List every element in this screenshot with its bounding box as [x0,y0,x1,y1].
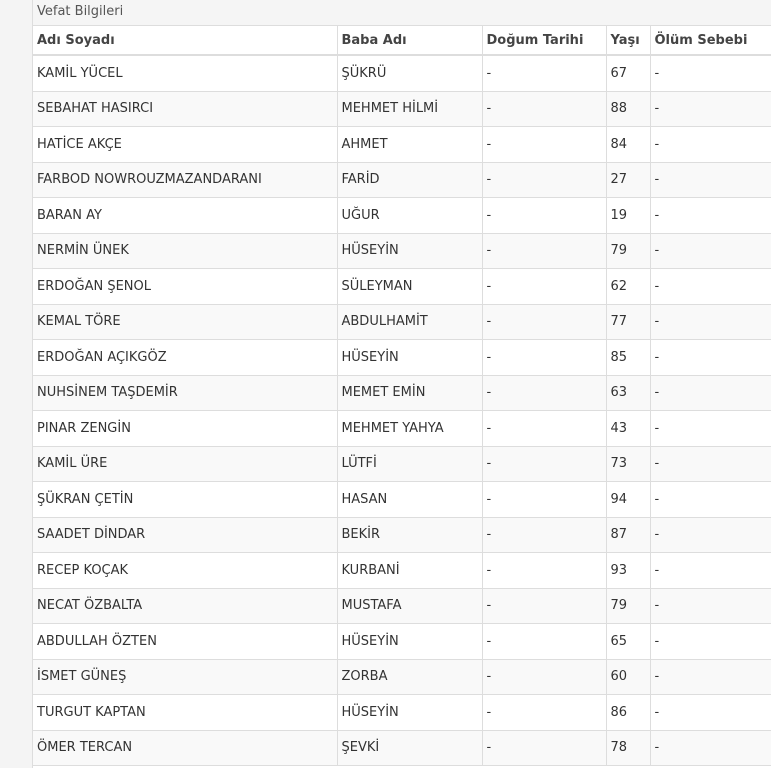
cell-father-name: AHMET [337,127,482,163]
cell-father-name: BEKİR [337,517,482,553]
cell-death-cause: - [650,127,771,163]
cell-birth-date: - [482,233,606,269]
table-row [33,411,771,447]
cell-death-cause: - [650,91,771,127]
cell-birth-date: - [482,588,606,624]
cell-birth-date: - [482,198,606,234]
cell-age: 65 [606,624,650,660]
cell-age: 85 [606,340,650,376]
table-row [33,517,771,553]
cell-birth-date: - [482,730,606,766]
cell-age: 94 [606,482,650,518]
cell-age: 79 [606,233,650,269]
cell-birth-date: - [482,304,606,340]
cell-age: 60 [606,659,650,695]
cell-death-cause: - [650,659,771,695]
table-row [33,91,771,127]
cell-death-cause: - [650,588,771,624]
cell-name: KEMAL TÖRE [33,304,337,340]
cell-birth-date: - [482,375,606,411]
cell-age: 19 [606,198,650,234]
table-row [33,127,771,163]
table-row [33,340,771,376]
cell-name: İSMET GÜNEŞ [33,659,337,695]
table-row [33,269,771,305]
cell-name: KAMİL YÜCEL [33,55,337,91]
cell-age: 87 [606,517,650,553]
cell-birth-date: - [482,624,606,660]
cell-age: 77 [606,304,650,340]
cell-name: ERDOĞAN ŞENOL [33,269,337,305]
death-records-table [33,26,771,766]
table-row [33,730,771,766]
header-cause: Ölüm Sebebi [650,26,771,55]
cell-death-cause: - [650,198,771,234]
cell-father-name: KURBANİ [337,553,482,589]
cell-name: KAMİL ÜRE [33,446,337,482]
cell-age: 63 [606,375,650,411]
cell-name: ERDOĞAN AÇIKGÖZ [33,340,337,376]
header-birth-date: Doğum Tarihi [482,26,606,55]
cell-father-name: ABDULHAMİT [337,304,482,340]
cell-father-name: HÜSEYİN [337,695,482,731]
cell-father-name: MEMET EMİN [337,375,482,411]
table-row [33,482,771,518]
cell-name: SAADET DİNDAR [33,517,337,553]
cell-father-name: ŞÜKRÜ [337,55,482,91]
cell-death-cause: - [650,55,771,91]
table-row [33,659,771,695]
cell-father-name: MUSTAFA [337,588,482,624]
cell-birth-date: - [482,695,606,731]
cell-birth-date: - [482,659,606,695]
table-row [33,375,771,411]
cell-death-cause: - [650,233,771,269]
cell-father-name: HÜSEYİN [337,624,482,660]
cell-age: 27 [606,162,650,198]
table-row [33,162,771,198]
cell-father-name: ZORBA [337,659,482,695]
cell-age: 73 [606,446,650,482]
cell-age: 86 [606,695,650,731]
table-row [33,446,771,482]
table-row [33,55,771,91]
cell-name: NUHSİNEM TAŞDEMİR [33,375,337,411]
cell-death-cause: - [650,340,771,376]
cell-age: 43 [606,411,650,447]
cell-father-name: HÜSEYİN [337,233,482,269]
table-row [33,304,771,340]
table-row [33,553,771,589]
cell-death-cause: - [650,411,771,447]
header-age: Yaşı [606,26,650,55]
table-header-row [33,26,771,55]
table-row [33,695,771,731]
header-father: Baba Adı [337,26,482,55]
cell-father-name: ŞEVKİ [337,730,482,766]
cell-death-cause: - [650,269,771,305]
cell-death-cause: - [650,695,771,731]
cell-name: FARBOD NOWROUZMAZANDARANI [33,162,337,198]
cell-death-cause: - [650,553,771,589]
cell-death-cause: - [650,730,771,766]
cell-father-name: MEHMET HİLMİ [337,91,482,127]
cell-death-cause: - [650,446,771,482]
cell-death-cause: - [650,517,771,553]
cell-name: NECAT ÖZBALTA [33,588,337,624]
cell-birth-date: - [482,162,606,198]
cell-birth-date: - [482,55,606,91]
cell-death-cause: - [650,375,771,411]
cell-birth-date: - [482,127,606,163]
cell-birth-date: - [482,482,606,518]
cell-age: 78 [606,730,650,766]
cell-birth-date: - [482,553,606,589]
cell-father-name: LÜTFİ [337,446,482,482]
cell-age: 93 [606,553,650,589]
cell-age: 79 [606,588,650,624]
cell-name: BARAN AY [33,198,337,234]
table-row [33,198,771,234]
cell-death-cause: - [650,304,771,340]
cell-birth-date: - [482,517,606,553]
table-row [33,233,771,269]
cell-father-name: MEHMET YAHYA [337,411,482,447]
death-records-panel [32,0,771,768]
cell-birth-date: - [482,340,606,376]
cell-birth-date: - [482,91,606,127]
cell-death-cause: - [650,624,771,660]
cell-age: 62 [606,269,650,305]
cell-age: 84 [606,127,650,163]
cell-name: ŞÜKRAN ÇETİN [33,482,337,518]
cell-age: 88 [606,91,650,127]
cell-name: RECEP KOÇAK [33,553,337,589]
cell-father-name: FARİD [337,162,482,198]
cell-father-name: HÜSEYİN [337,340,482,376]
cell-name: SEBAHAT HASIRCI [33,91,337,127]
cell-age: 67 [606,55,650,91]
cell-name: TURGUT KAPTAN [33,695,337,731]
header-name: Adı Soyadı [33,26,337,55]
cell-death-cause: - [650,482,771,518]
table-row [33,588,771,624]
cell-name: ÖMER TERCAN [33,730,337,766]
cell-father-name: UĞUR [337,198,482,234]
cell-father-name: HASAN [337,482,482,518]
panel-title: Vefat Bilgileri [33,0,771,26]
cell-name: HATİCE AKÇE [33,127,337,163]
cell-name: NERMİN ÜNEK [33,233,337,269]
cell-death-cause: - [650,162,771,198]
cell-name: PINAR ZENGİN [33,411,337,447]
table-row [33,624,771,660]
cell-father-name: SÜLEYMAN [337,269,482,305]
cell-birth-date: - [482,269,606,305]
cell-birth-date: - [482,446,606,482]
cell-birth-date: - [482,411,606,447]
cell-name: ABDULLAH ÖZTEN [33,624,337,660]
